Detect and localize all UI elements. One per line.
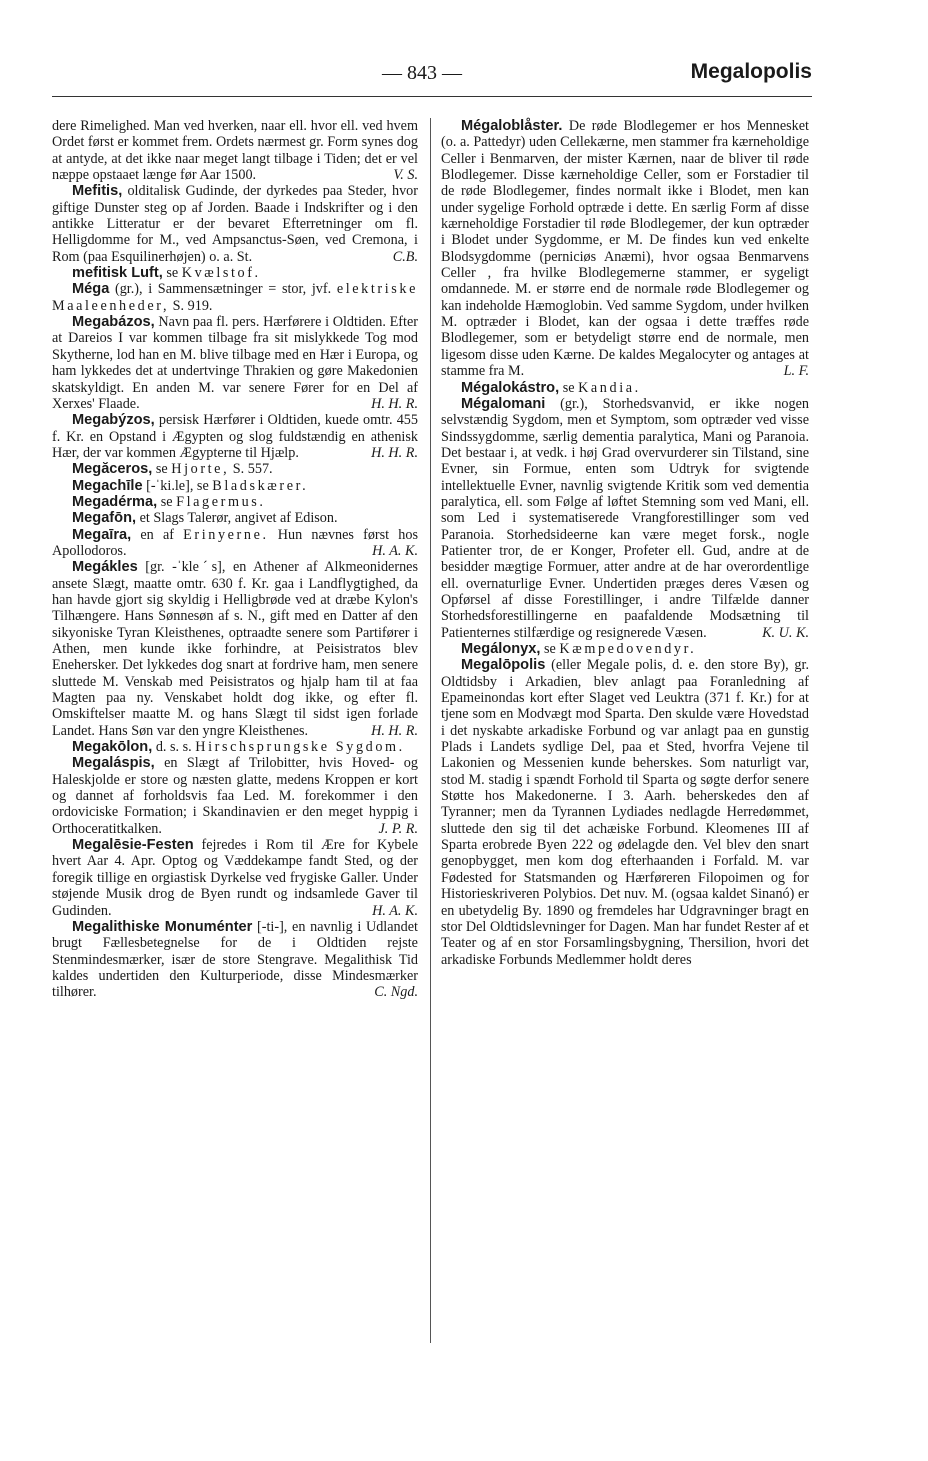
entry-text: se bbox=[559, 379, 579, 396]
entry-headword: Mégaloblåster. bbox=[461, 118, 563, 134]
entry-headword: Megaīra, bbox=[72, 526, 132, 543]
entry-headword: Megadérma, bbox=[72, 493, 158, 510]
entry-headword: Megafōn, bbox=[72, 510, 137, 527]
entry-text: d. s. s. bbox=[152, 739, 196, 756]
entry-text: (eller Megale polis, d. e. den store By), gr. Oldtidsby i Arkadien, blev anlagt paa Foranledning af Epameinondas kort efter Slaget ved Leuktra (371 f. Kr.) for at tjene som en Modvægt mod Sparta. Den skulde være Hovedstad i det nyskabte arkadiske Forbund og var anlagt paa en gunstig Plads i Landets sydlige Del, paa et Sted, hvorfra Vejene til Lakonien og Messenien kunde beherskes. Som naturligt var, stod M. stadig i spændt Forhold til Sparta og søgte derfor senere Støtte hos Makedonerne. I 3. Aarh. beherskedes den af Tyranner; men da Tyrannen Lydiades nedlagde Herredømmet, sluttede den sig til det achæiske Forbund. Kleomenes III af Sparta erobrede Byen 222 og ødelagde den. Vel blev den snart genopbygget, men kom dog efterhaanden i Forfald. M. var Fødested for Statsmanden og Hærføreren Filopoimen og for Historieskriveren Polybios. Det nuv. M. (ogsaa kaldet Sinanó) er en ubetydelig By. 1890 og fremdeles har Udgravninger bragt en stor Del Oldtidslevninger for Dagen. Man har fundet Rester af et Teater og af en stor Forsamlingsbygning, Thersilion, hvori det arkadiske Forbunds Medlemmer holdt deres bbox=[441, 657, 809, 968]
dictionary-entry bbox=[52, 265, 418, 281]
entry-headword: Megaláspis, bbox=[72, 755, 155, 772]
dictionary-entry bbox=[52, 559, 418, 739]
dictionary-entry bbox=[52, 461, 418, 477]
dictionary-entry bbox=[441, 657, 809, 968]
entry-headword: Megabázos, bbox=[72, 314, 155, 331]
dictionary-entry bbox=[52, 755, 418, 837]
left-column bbox=[52, 118, 418, 1001]
cross-reference: Hirschsprungske Sygdom. bbox=[195, 739, 405, 756]
entry-headword: Mefitis, bbox=[72, 183, 123, 200]
entry-text: [-ti-], en navnlig i Udlandet brugt Fællesbetegnelse for de i Oldtiden rejste Stenmindesmærker, især de store Stengrave. Megalithisk Tid kaldes undertiden den Kulturperiode, disse Mindesmærker tilhører. bbox=[52, 918, 418, 1001]
author-signature: H. H. R. bbox=[371, 395, 418, 412]
cross-reference: elektriske Maaleenheder, bbox=[52, 281, 418, 314]
cross-reference: Kandia. bbox=[578, 379, 641, 396]
entry-headword: Megakōlon, bbox=[72, 739, 153, 756]
dictionary-entry bbox=[52, 919, 418, 1001]
author-signature: H. H. R. bbox=[371, 444, 418, 461]
column-rule bbox=[430, 118, 431, 1343]
dictionary-entry bbox=[52, 837, 418, 919]
entry-headword: Megăceros, bbox=[72, 461, 153, 478]
entry-text: Hun nævnes først hos Apollodoros. bbox=[52, 526, 418, 559]
entry-headword: Megalithiske Monuménter bbox=[72, 918, 253, 935]
entry-text: en Slægt af Trilobitter, hvis Hoved- og Haleskjolde er store og næsten glatte, medens Kroppen er kort og dannet af forholdsvis faa Led. M. forekommer i den ordoviciske Formation; i Skandinavien er den meget hyppig i Orthoceratitkalken. bbox=[52, 755, 418, 837]
entry-headword: Megalēsie-Festen bbox=[72, 837, 194, 854]
cross-reference: Erinyerne. bbox=[183, 526, 269, 543]
author-signature: V. S. bbox=[393, 167, 418, 184]
entry-headword: mefitisk Luft, bbox=[72, 265, 163, 282]
entry-text: persisk Hærfører i Oldtiden, kuede omtr. 455 f. Kr. en Opstand i Ægypten og slog fuldstændig en athenisk Hær, der var kommen Ægypterne til Hjælp. bbox=[52, 412, 418, 461]
dictionary-entry bbox=[52, 412, 418, 461]
dictionary-entry bbox=[52, 314, 418, 412]
cross-reference: Hjorte, bbox=[171, 461, 230, 478]
author-signature: C.B. bbox=[392, 248, 418, 265]
dictionary-entry bbox=[52, 739, 418, 755]
cross-reference: Bladskærer. bbox=[212, 477, 309, 494]
entry-headword: Mégalomani bbox=[461, 395, 546, 412]
dictionary-entry bbox=[52, 118, 418, 183]
cross-reference: Kæmpedovendyr. bbox=[559, 641, 697, 657]
cross-reference: Flagermus. bbox=[176, 493, 266, 510]
entry-text: se bbox=[540, 641, 560, 657]
dictionary-entry bbox=[52, 510, 418, 526]
entry-text: S. 557. bbox=[229, 461, 273, 478]
dictionary-entry bbox=[441, 396, 809, 641]
author-signature: C. Ngd. bbox=[374, 984, 418, 1001]
page-header bbox=[52, 58, 812, 94]
entry-text: (gr.), i Sammensætninger = stor, jvf. bbox=[109, 281, 337, 298]
author-signature: H. H. R. bbox=[371, 722, 418, 739]
right-column bbox=[441, 118, 809, 968]
entry-text: [-ˈki.le], se bbox=[142, 477, 213, 494]
entry-text: dere Rimelighed. Man ved hverken, naar ell. hvor ell. ved hvem Ordet først er kommet frem. Ordets nærmest gr. Form synes dog at antyde, at det ikke naar meget langt tilbage i Tiden; det er vel næppe opstaaet længe før Aar 1500. bbox=[52, 118, 418, 184]
entry-text: S. 919. bbox=[169, 297, 213, 314]
entry-text: et Slags Talerør, angivet af Edison. bbox=[136, 510, 338, 527]
dictionary-entry bbox=[441, 118, 809, 380]
dictionary-entry bbox=[441, 380, 809, 396]
author-signature: K. U. K. bbox=[762, 624, 809, 641]
entry-headword: Méga bbox=[72, 281, 110, 298]
entry-text: se bbox=[162, 265, 182, 282]
entry-headword: Megalōpolis bbox=[461, 657, 546, 674]
author-signature: J. P. R. bbox=[378, 820, 418, 837]
dictionary-entry bbox=[52, 183, 418, 265]
entry-text: fejredes i Rom til Ære for Kybele hvert Aar 4. Apr. Optog og Væddekampe fandt Sted, og der foregik tillige en orgiastisk Dyrkelse ved frygiske Galler. Under støjende Musik drog de Byen rundt og indsamlede Gaver til Gudinden. bbox=[52, 837, 418, 919]
dictionary-entry bbox=[52, 494, 418, 510]
dictionary-entry bbox=[52, 281, 418, 314]
dictionary-entry bbox=[441, 641, 809, 657]
entry-text: olditalisk Gudinde, der dyrkedes paa Steder, hvor giftige Dunster steg op af Jorden. Baade i Indskrifter og i den antikke Litteratur er der bevaret Efterretninger om fl. Helligdomme for M., ved Ampsanctus-Søen, ved Cremona, i Rom (paa Esquilinerhøjen) o. a. St. bbox=[52, 183, 418, 265]
entry-text: se bbox=[157, 493, 177, 510]
entry-text: se bbox=[152, 461, 172, 478]
entry-headword: Megálonyx, bbox=[461, 641, 541, 657]
header-rule bbox=[52, 96, 812, 97]
entry-text: Navn paa fl. pers. Hærførere i Oldtiden. Efter at Dareios I var kommen tilbage fra sit mislykkede Tog mod Skytherne, lod han en M. blive tilbage med en Hær i Europa, og ham lykkedes det at undertvinge Thrakien og gøre Makedonien skatskyldigt. En anden M. var senere Fører for en Del af Xerxes' Flaade. bbox=[52, 314, 418, 412]
author-signature: L. F. bbox=[783, 363, 809, 380]
entry-headword: Mégalokástro, bbox=[461, 379, 560, 396]
entry-text: De røde Blodlegemer er hos Mennesket (o. a. Pattedyr) uden Cellekærne, men stammer fra kærneholdige Celler i Benmarven, der mister Kærnen, naar de bliver til røde Blodlegemer. Disse kærneholdige Celler, som er Forstadier til de røde Blodlegemer, findes normalt ikke i Blodet, men kan under sygelige Forhold optræde i dette. En særlig Form af disse kærneholdige Forstadier til røde Blodlegemer, der kun optræder i Blodet under Sygdomme, er M. De findes kun ved enkelte Blodsygdomme (perniciøs Anæmi), hvor ogsaa Benmarvens Celler , fra hvilke Blodlegemerne stammer, er sygeligt omdannede. M. er større end de normale røde Blodlegemer og kan indeholde Hæmoglobin. Ved samme Sygdom, under hvilken M. optræder i Blodet, kan der ogsaa i dette træffes røde Blodlegemer, som er betydeligt større end de normale, men ligesom disse uden Kærne. De kaldes Megalocyter og antages at stamme fra M. bbox=[441, 118, 809, 380]
author-signature: H. A. K. bbox=[372, 542, 418, 559]
page-number: — 843 — bbox=[382, 62, 462, 84]
dictionary-entry bbox=[52, 527, 418, 560]
dictionary-entry bbox=[52, 478, 418, 494]
entry-text: en af bbox=[131, 526, 184, 543]
cross-reference: Kvælstof. bbox=[181, 265, 261, 282]
running-head: Megalopolis bbox=[690, 60, 812, 83]
entry-headword: Megachīle bbox=[72, 477, 143, 494]
entry-headword: Megabýzos, bbox=[72, 412, 155, 429]
entry-text: [gr. -ˈkleˊs], en Athener af Alkmeonidernes ansete Slægt, maatte omtr. 630 f. Kr. gaa i Landflygtighed, da han havde gjort sig skyldig i Helligbrøde ved at dræbe Kylon's Tilhængere. Hans Sønnesøn af s. N., gift med en Datter af den sikyoniske Tyran Kleisthenes, optraadte senere som Partifører i Athen, men kunde ikke forhindre, at Peisistratos blev Enehersker. Det lykkedes dog snart at fordrive ham, men senere sluttede M. Venskab med Peisistratos og hjalp ham til at faa Magten paa ny. Venskabet holdt dog ikke, og efter fl. Omskiftelser maatte M. og hans Slægt til sidst igen forlade Landet. Hans Søn var den yngre Kleisthenes. bbox=[52, 559, 418, 739]
entry-headword: Megákles bbox=[72, 559, 138, 576]
entry-text: (gr.), Storhedsvanvid, er ikke nogen selvstændig Sygdom, men et Symptom, som optræder ved visse Sindssygdomme, særlig dementia paralytica, Mani og Paranoia. Det bestaar i, at vedk. i høj Grad overvurderer sin Tilstand, sine Evner, sin Formue, enten som Udtryk for svigtende intellektuelle Evner, navnlig svigtende Kritik som ved dementia paralytica, ell. som Følge af løftet Stemning som ved Mani, ell. som Led i systematiserede Vrangforestillinger som ved Paranoia. Storhedsideerne kan være meget forsk., nogle Patienter tror, de er Konger, Profeter ell. Gud, andre at de besidder mægtige Formuer, atter andre at de har overordentlige ell. overnaturlige Evner. Undertiden præges deres Væsen og Opførsel af disse Forestillinger, i andre Tilfælde danner Storhedsforestillingerne en paafaldende Modsætning til Patienternes stilfærdige og resignerede Væsen. bbox=[441, 395, 809, 641]
author-signature: H. A. K. bbox=[372, 902, 418, 919]
